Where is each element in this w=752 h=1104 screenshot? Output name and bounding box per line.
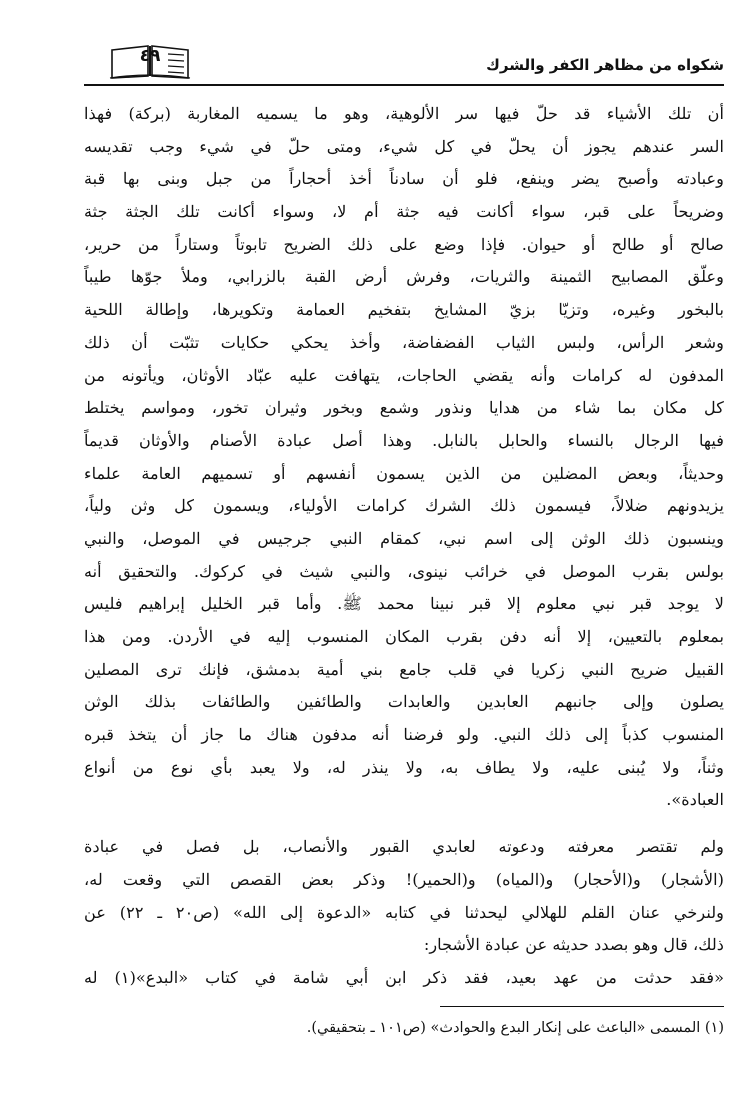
text-line: وضريحاً على قبر، سواء أكانت فيه جثة أم لا، وسواء أكانت تلك الجثة جثة (84, 202, 724, 222)
text-line: المدفون له كرامات وأنه يقضي الحاجات، يتهافت عليه عبّاد الأوثان، ويأتونه من (84, 365, 724, 385)
text-line: وثناً، ولا يُبنى عليه، ولا يطاف به، ولا ينذر له، ولا يعبد بأي نوع من أنواع (84, 757, 724, 777)
text-line: وشعر الرأس، ولبس الثياب الفضفاضة، وأخذ يحكي حكايات تثبّت أن ذلك (84, 332, 724, 352)
text-line: وحديثاً، وبعض المضلين من الذين يسمون أنفسهم أو تسميهم العامة علماء (84, 463, 724, 483)
text-line: بمعلوم بالتعيين، إلا أنه دفن بقرب المكان المنسوب إليه في الأردن. ومن هذا (84, 627, 724, 646)
open-book-icon (108, 42, 192, 80)
text-line: أن تلك الأشياء قد حلّ فيها سر الألوهية، وهو ما يسميه المغاربة (بركة) فهذا (84, 104, 724, 123)
text-line: ولنرخي عنان القلم للهلالي ليحدثنا في كتابه «الدعوة إلى الله» (ص٢٠ ـ ٢٢) عن (84, 902, 724, 922)
text-line: لا يوجد قبر نبي معلوم إلا قبر نبينا محمد ﷺ. وأما قبر الخليل إبراهيم فليس (84, 594, 724, 614)
page-number: ٤٩ (139, 46, 161, 66)
text-line: يزيدونهم ضلالاً، فيسمون ذلك الشرك كرامات الأولياء، ويسمون كل وثن ولياً، (84, 496, 724, 516)
text-line: وعبادته وأصبح يضر وينفع، فلو أن سادناً أخذ أحجاراً من جبل وبنى بها قبة (84, 169, 724, 189)
footnote: (١) المسمى «الباعث على إنكار البدع والحوادث» (ص١٠١ ـ بتحقيقي). (306, 1020, 724, 1036)
text-line: يصلون وإلى جانبهم العابدين والعابدات والطائفين والطائفات بذلك الوثن (84, 692, 724, 712)
text-line: بولس بقرب الموصل في خرائب نينوى، والنبي شيث في كركوك. والتحقيق أنه (84, 561, 724, 581)
text-line: السر عندهم يجوز أن يحلّ في كل شيء، ومتى حلّ في شيء وجب تقديسه (84, 136, 724, 156)
text-line: ذلك، قال وهو بصدد حديثه عن عبادة الأشجار: (423, 935, 724, 955)
text-line: فيها الرجال بالنساء والحابل بالنابل. وهذا أصل عبادة الأصنام والأوثان قديماً (84, 430, 724, 450)
running-title: شكواه من مظاهر الكفر والشرك (486, 56, 724, 74)
quote-line: «فقد حدثت من عهد بعيد، فقد ذكر ابن أبي شامة في كتاب «البدع»(١) له (84, 967, 724, 987)
text-line: (الأشجار) و(الأحجار) و(المياه) و(الحمير)! وذكر بعض القصص التي وقعت له، (84, 869, 724, 889)
text-line: صالح أو طالح أو حيوان. فإذا وضع على ذلك الضريح تابوتاً وستاراً من حرير، (84, 234, 724, 254)
page-header (84, 40, 724, 84)
text-line: وعلّق المصابيح الثمينة والثريات، وفرش أرض القبة بالزرابي، وملأ جوّها طيباً (84, 267, 724, 287)
text-line: ولم تقتصر معرفته ودعوته لعابدي القبور والأنصاب، بل فصل في عبادة (84, 837, 724, 857)
header-rule (84, 84, 724, 86)
body-text (84, 98, 724, 995)
text-line: بالبخور وغيره، وتزيّا بزيّ المشايخ بتفخيم العمامة وتكويرها، وإطالة اللحية (84, 300, 724, 320)
text-line: وينسبون ذلك الوثن إلى اسم نبي، كمقام النبي جرجيس في الموصل، والنبي (84, 528, 724, 548)
text-line: العبادة». (666, 790, 724, 810)
text-line: المنسوب كذباً إلى ذلك النبي. ولو فرضنا أنه مدفون هناك ما جاز أن يتخذ قبره (84, 725, 724, 745)
text-line: القبيل ضريح النبي زكريا في قلب جامع بني أمية بدمشق، فإنك ترى المصلين (84, 659, 724, 679)
footnote-rule (440, 1006, 724, 1007)
text-line: كل مكان بما شاء من هدايا ونذور وشمع وبخور وثيران تخور، ومواسم يختلط (84, 398, 724, 418)
